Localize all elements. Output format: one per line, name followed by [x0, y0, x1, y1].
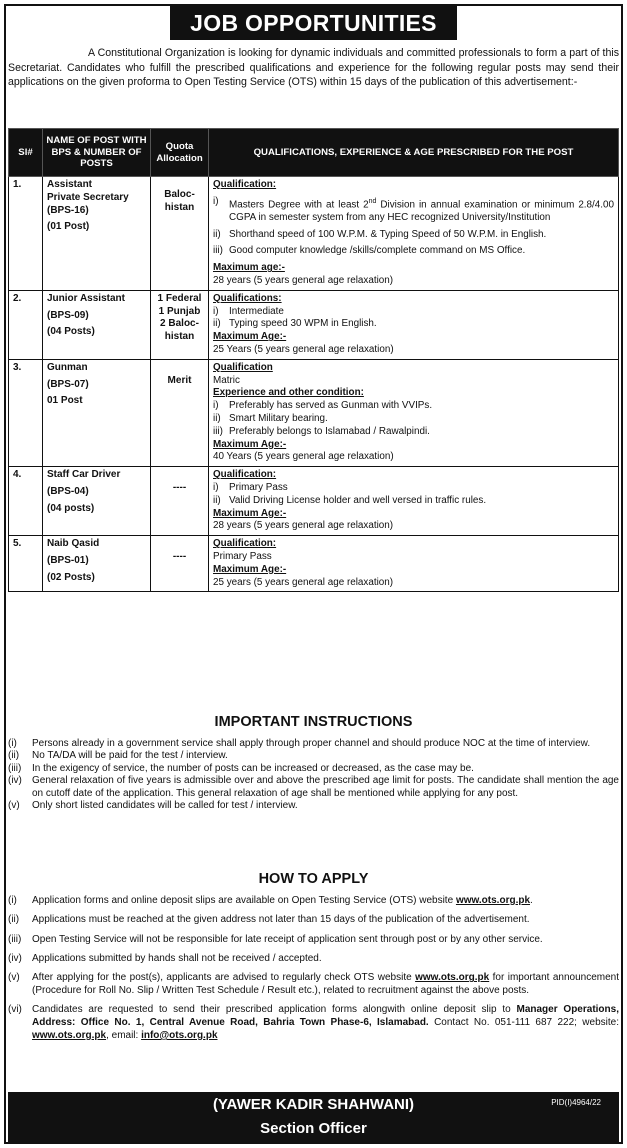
quota-line: 1 Punjab: [158, 305, 201, 317]
row-post: [43, 359, 151, 466]
row-post: [43, 290, 151, 359]
age-limit: 28 years (5 years general age relaxation): [213, 520, 394, 532]
col-header-sl: Sl#: [9, 129, 43, 177]
age-heading: Maximum Age:-: [213, 563, 287, 575]
age-heading: Maximum Age:-: [213, 331, 287, 343]
qualification-item: ii) Typing speed 30 WPM in English.: [213, 318, 377, 330]
table-row: [9, 290, 619, 359]
officer-name: (YAWER KADIR SHAHWANI): [212, 1096, 415, 1113]
how-to-apply-list: [8, 895, 619, 1049]
qualification-item: iii) Good computer knowledge /skills/complete command on MS Office.: [213, 245, 526, 257]
post-bps: (BPS-01): [47, 555, 89, 567]
quota-line: Baloc-: [164, 189, 195, 200]
row-qualification: [209, 359, 619, 466]
list-item: (i) Application forms and online deposit slips are available on Open Testing Service (OTS) website www.ots.org.pk.: [8, 895, 533, 906]
age-heading: Maximum age:-: [213, 262, 285, 274]
email-link[interactable]: info@ots.org.pk: [141, 1029, 218, 1041]
post-count: (04 Posts): [47, 326, 95, 338]
experience-item: iii) Preferably belongs to Islamabad / Rawalpindi.: [213, 425, 430, 437]
post-name-line: Assistant: [47, 179, 93, 190]
list-item: (ii) Applications must be reached at the given address not later than 15 days of the publication of the advertisement.: [8, 914, 530, 926]
list-item: (iii) Open Testing Service will not be responsible for late receipt of application sent through post or by any other service.: [8, 933, 543, 945]
post-bps: (BPS-16): [47, 204, 89, 216]
row-sl: 1.: [9, 177, 43, 291]
qualification-text: Matric: [213, 374, 240, 386]
experience-heading: Experience and other condition:: [213, 387, 364, 399]
list-item: (ii) No TA/DA will be paid for the test / interview.: [8, 750, 228, 762]
qualification-item: i) Intermediate: [213, 305, 284, 317]
list-item: (i) Persons already in a government service shall apply through proper channel and should produce NOC at the time of interview.: [8, 738, 591, 749]
age-heading: Maximum Age:-: [213, 507, 287, 519]
row-quota: [151, 467, 209, 536]
post-bps: (BPS-04): [47, 486, 89, 498]
post-bps: (BPS-09): [47, 309, 89, 321]
row-quota: [151, 536, 209, 592]
post-name-line: Junior Assistant: [47, 292, 125, 304]
qualification-item: ii) Shorthand speed of 100 W.P.M. & Typing Speed of 50 W.P.M. in English.: [213, 228, 547, 240]
table-row: [9, 467, 619, 536]
post-bps: (BPS-07): [47, 378, 89, 390]
row-quota: [151, 177, 209, 291]
list-item: (v) After applying for the post(s), applicants are advised to regularly check OTS website www.ots.org.pk for important announcement (Procedure for Roll No. Slip / Written Test Schedule / Result etc.), related to recruitment against the above posts.: [8, 972, 619, 996]
row-post: [43, 467, 151, 536]
quota-line: histan: [164, 201, 195, 213]
qualification-item: i) Masters Degree with at least 2nd Division in annual examination or minimum 2.8/4.00 CGPA in semester system from any HEC recognized University/Institution: [213, 195, 615, 223]
list-item: (iii) In the exigency of service, the number of posts can be increased or decreased, as the case may be.: [8, 762, 474, 774]
officer-designation: Section Officer: [260, 1120, 367, 1137]
pid-number: PID(I)4964/22: [551, 1098, 601, 1107]
qualification-heading: Qualification:: [213, 538, 277, 550]
table-header-row: [9, 129, 619, 177]
post-count: (01 Post): [47, 221, 90, 233]
qualification-heading: Qualifications:: [213, 292, 282, 304]
post-name-line: Private Secretary: [47, 191, 129, 203]
mailing-address: Manager Operations, Address: Office No. 1, Central Avenue Road, Bahria Town Phase-6, Islamabad.: [32, 1004, 619, 1029]
table-row: [9, 536, 619, 592]
quota-line: ----: [172, 482, 187, 494]
list-item: (iv) General relaxation of five years is admissible over and above the prescribed age limit for posts. The candidate shall mention the age on cutoff date of the application. This general relaxation of age shall be mentioned while applying for any post.: [8, 775, 619, 799]
row-post: [43, 177, 151, 291]
row-sl: 4.: [9, 467, 43, 536]
page-title: JOB OPPORTUNITIES: [170, 6, 457, 40]
table-row: [9, 177, 619, 291]
ots-website-link[interactable]: www.ots.org.pk: [455, 895, 531, 906]
age-limit: 28 years (5 years general age relaxation): [213, 275, 394, 287]
ots-website-link[interactable]: www.ots.org.pk: [32, 1029, 107, 1041]
age-limit: 25 years (5 years general age relaxation): [213, 576, 394, 588]
row-qualification: [209, 536, 619, 592]
instructions-heading: IMPORTANT INSTRUCTIONS: [214, 714, 413, 730]
post-name-line: Gunman: [47, 361, 88, 373]
post-count: (04 posts): [47, 502, 95, 514]
row-sl: 3.: [9, 359, 43, 466]
post-count: 01 Post: [47, 395, 83, 407]
list-item: (iv) Applications submitted by hands shall not be received / accepted.: [8, 952, 322, 964]
age-limit: 25 Years (5 years general age relaxation): [213, 344, 394, 356]
post-count: (02 Posts): [47, 571, 95, 583]
col-header-quota: Quota Allocation: [151, 129, 209, 177]
how-to-apply-heading: HOW TO APPLY: [258, 871, 369, 887]
row-sl: 2.: [9, 290, 43, 359]
list-item: (v) Only short listed candidates will be called for test / interview.: [8, 800, 298, 812]
post-name-line: Naib Qasid: [47, 538, 100, 550]
row-qualification: [209, 467, 619, 536]
posts-table: [8, 128, 619, 592]
row-quota: [151, 290, 209, 359]
row-post: [43, 536, 151, 592]
age-heading: Maximum Age:-: [213, 438, 287, 450]
col-header-post: NAME OF POST WITH BPS & NUMBER OF POSTS: [43, 129, 151, 177]
row-sl: 5.: [9, 536, 43, 592]
qualification-heading: Qualification: [213, 361, 273, 373]
col-header-qualification: QUALIFICATIONS, EXPERIENCE & AGE PRESCRIBED FOR THE POST: [209, 129, 619, 177]
intro-paragraph: [8, 46, 619, 90]
row-qualification: [209, 177, 619, 291]
qualification-heading: Qualification:: [213, 179, 277, 190]
experience-item: ii) Smart Military bearing.: [213, 413, 328, 425]
signature-block: [8, 1092, 619, 1142]
age-limit: 40 Years (5 years general age relaxation): [213, 451, 394, 463]
quota-line: 1 Federal: [157, 292, 202, 304]
table-row: [9, 359, 619, 466]
quota-line: Merit: [167, 374, 192, 386]
post-name-line: Staff Car Driver: [47, 469, 121, 481]
qualification-heading: Qualification:: [213, 469, 277, 481]
instructions-list: [8, 738, 619, 812]
experience-item: i) Preferably has served as Gunman with VVIPs.: [213, 400, 433, 412]
quota-line: histan: [164, 331, 195, 343]
intro-text: A Constitutional Organization is looking for dynamic individuals and committed professionals to form a part of this Secretariat. Candidates who fulfill the prescribed qualifications and experience for the following regular posts may send their applications on the given proforma to Open Testing Service (OTS) within 15 days of the publication of this advertisement:-: [8, 47, 619, 89]
list-item: (vi) Candidates are requested to send their prescribed application forms alongwith online deposit slip to Manager Operations, Address: Office No. 1, Central Avenue Road, Bahria Town Phase-6, Islamabad. Contact No. 051-111 687 222; website: www.ots.org.pk, email: info@ots.org.pk: [8, 1004, 619, 1041]
qualification-item: i) Primary Pass: [213, 482, 288, 494]
quota-line: ----: [172, 551, 187, 563]
row-qualification: [209, 290, 619, 359]
qualification-text: Primary Pass: [213, 551, 272, 563]
row-quota: [151, 359, 209, 466]
ots-website-link[interactable]: www.ots.org.pk: [415, 972, 490, 984]
qualification-item: ii) Valid Driving License holder and well versed in traffic rules.: [213, 494, 487, 506]
quota-line: 2 Baloc-: [160, 318, 199, 330]
